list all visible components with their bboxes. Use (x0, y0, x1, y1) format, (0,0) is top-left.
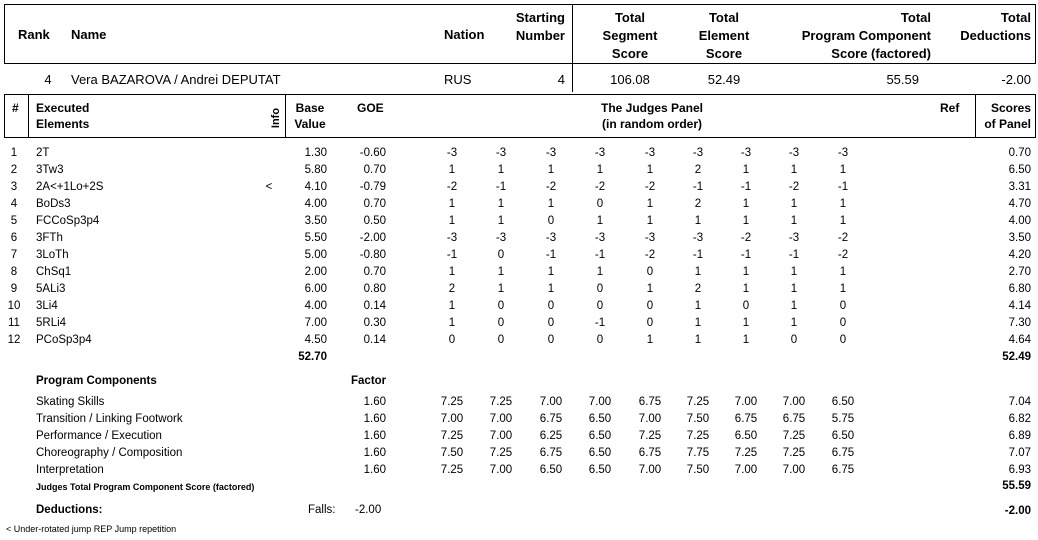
scores-of-panel-header: Scores of Panel (984, 101, 1031, 131)
element-judge-score: 1 (694, 266, 702, 278)
element-base-value: 7.00 (304, 317, 327, 329)
element-judge-score: 1 (790, 300, 798, 312)
element-number: 5 (10, 215, 18, 227)
element-panel-score: 4.14 (1008, 300, 1031, 312)
component-judge-score: 7.00 (489, 464, 513, 476)
element-panel-score: 4.70 (1008, 198, 1031, 210)
component-judge-score: 7.00 (734, 464, 758, 476)
element-judge-score: 0 (497, 300, 505, 312)
component-judge-score: 6.50 (831, 430, 855, 442)
element-number: 7 (10, 249, 18, 261)
num-header: # (12, 101, 19, 115)
element-judge-score: 0 (839, 317, 847, 329)
element-judge-score: 1 (497, 266, 505, 278)
element-judge-score: -3 (545, 147, 557, 159)
component-judge-score: 6.75 (734, 413, 758, 425)
element-judge-score: -1 (837, 181, 849, 193)
element-name: 5ALi3 (36, 283, 66, 295)
element-judge-score: 1 (694, 215, 702, 227)
element-judge-score: 1 (448, 215, 456, 227)
component-name: Choreography / Composition (36, 447, 183, 459)
element-goe: 0.70 (363, 164, 386, 176)
falls-value: -2.00 (355, 504, 382, 516)
element-judge-score: 1 (448, 317, 456, 329)
component-panel-score: 6.82 (1008, 413, 1031, 425)
component-judge-score: 5.75 (831, 413, 855, 425)
element-panel-score: 3.50 (1008, 232, 1031, 244)
element-judge-score: 1 (742, 283, 750, 295)
element-judge-score: -3 (446, 232, 458, 244)
element-judge-score: 1 (646, 198, 654, 210)
element-judge-score: 0 (596, 300, 604, 312)
element-judge-score: -1 (692, 249, 704, 261)
element-judge-score: 1 (839, 215, 847, 227)
component-judge-score: 6.50 (588, 413, 612, 425)
element-judge-score: 1 (742, 317, 750, 329)
element-goe: 0.30 (363, 317, 386, 329)
element-panel-score: 3.31 (1008, 181, 1031, 193)
element-judge-score: 1 (448, 300, 456, 312)
element-judge-score: 1 (547, 266, 555, 278)
component-factor: 1.60 (363, 447, 386, 459)
component-panel-score: 6.93 (1008, 464, 1031, 476)
element-judge-score: -3 (837, 147, 849, 159)
col-divider-num (28, 94, 29, 138)
element-judge-score: 1 (694, 317, 702, 329)
component-name: Transition / Linking Footwork (36, 413, 183, 425)
component-factor: 1.60 (363, 396, 386, 408)
component-judge-score: 6.50 (831, 396, 855, 408)
element-info: < (265, 181, 273, 193)
component-name: Skating Skills (36, 396, 105, 408)
element-judge-score: 1 (547, 164, 555, 176)
skater-name: Vera BAZAROVA / Andrei DEPUTAT (71, 72, 281, 87)
element-judge-score: -2 (740, 232, 752, 244)
component-name: Performance / Execution (36, 430, 162, 442)
element-judge-score: 1 (839, 283, 847, 295)
component-judge-score: 7.00 (539, 396, 563, 408)
component-judge-score: 6.50 (588, 430, 612, 442)
component-judge-score: 7.25 (489, 396, 513, 408)
total-pcs-header: Total Program Component Score (factored) (801, 10, 931, 61)
element-judge-score: -2 (594, 181, 606, 193)
element-judge-score: 1 (448, 164, 456, 176)
element-name: 2A<+1Lo+2S (36, 181, 104, 193)
starting-number-header: Starting Number (515, 10, 565, 43)
element-number: 1 (10, 147, 18, 159)
element-judge-score: 2 (694, 283, 702, 295)
element-judge-score: -1 (495, 181, 507, 193)
element-judge-score: 1 (497, 198, 505, 210)
element-number: 9 (10, 283, 18, 295)
component-judge-score: 7.25 (489, 447, 513, 459)
component-panel-score: 7.07 (1008, 447, 1031, 459)
component-judge-score: 6.75 (831, 447, 855, 459)
element-judge-score: -3 (594, 232, 606, 244)
element-panel-score: 4.00 (1008, 215, 1031, 227)
element-base-value: 4.00 (304, 300, 327, 312)
element-judge-score: -3 (644, 232, 656, 244)
component-factor: 1.60 (363, 413, 386, 425)
element-judge-score: 0 (497, 317, 505, 329)
element-judge-score: -1 (740, 181, 752, 193)
element-judge-score: -3 (545, 232, 557, 244)
element-judge-score: -2 (837, 249, 849, 261)
element-panel-score: 6.50 (1008, 164, 1031, 176)
elements-header-box (4, 94, 1036, 138)
total-segment-score-header: Total Segment Score (602, 10, 658, 61)
component-judge-score: 6.50 (588, 447, 612, 459)
element-judge-score: 1 (790, 266, 798, 278)
factor-header: Factor (351, 375, 387, 387)
element-name: 3Li4 (36, 300, 58, 312)
component-judge-score: 6.75 (539, 413, 563, 425)
element-judge-score: 0 (596, 283, 604, 295)
component-judge-score: 6.50 (588, 464, 612, 476)
element-number: 12 (7, 334, 21, 346)
component-factor: 1.60 (363, 430, 386, 442)
component-judge-score: 6.50 (734, 430, 758, 442)
component-panel-score: 7.04 (1008, 396, 1031, 408)
element-goe: -0.79 (359, 181, 386, 193)
program-components-header: Program Components (36, 375, 157, 387)
element-judge-score: -1 (594, 317, 606, 329)
element-panel-score: 0.70 (1008, 147, 1031, 159)
element-number: 11 (8, 317, 20, 329)
elements-score-total: 52.49 (1002, 351, 1031, 363)
base-value-total: 52.70 (298, 351, 327, 363)
goe-header: GOE (357, 101, 384, 115)
element-judge-score: 2 (694, 164, 702, 176)
skater-total-segment-score: 106.08 (610, 72, 650, 87)
element-base-value: 4.50 (304, 334, 327, 346)
component-judge-score: 7.00 (734, 396, 758, 408)
element-judge-score: 0 (646, 266, 654, 278)
skater-total-element-score: 52.49 (707, 72, 741, 87)
element-judge-score: 1 (790, 164, 798, 176)
ref-header: Ref (940, 101, 960, 115)
element-judge-score: 0 (596, 334, 604, 346)
element-judge-score: 1 (497, 215, 505, 227)
element-base-value: 5.00 (304, 249, 327, 261)
element-judge-score: -3 (644, 147, 656, 159)
nation-header: Nation (444, 27, 485, 42)
element-goe: -0.80 (359, 249, 386, 261)
skater-starting-number: 4 (557, 72, 565, 87)
element-judge-score: 1 (742, 164, 750, 176)
element-judge-score: 0 (596, 198, 604, 210)
element-panel-score: 4.20 (1008, 249, 1031, 261)
element-judge-score: 0 (547, 317, 555, 329)
element-judge-score: -1 (446, 249, 458, 261)
skater-total-pcs: 55.59 (886, 72, 919, 87)
col-divider-info (285, 94, 286, 138)
element-judge-score: 1 (596, 266, 604, 278)
element-judge-score: 1 (839, 198, 847, 210)
footnote: < Under-rotated jump REP Jump repetition (6, 524, 177, 534)
element-name: ChSq1 (36, 266, 72, 278)
element-judge-score: -1 (594, 249, 606, 261)
component-panel-score: 6.89 (1008, 430, 1031, 442)
deductions-total: -2.00 (1004, 505, 1031, 517)
element-goe: 0.14 (363, 300, 386, 312)
judges-total-pcs-value: 55.59 (1002, 480, 1031, 492)
element-judge-score: -3 (788, 232, 800, 244)
element-judge-score: 1 (742, 266, 750, 278)
element-judge-score: 0 (839, 300, 847, 312)
element-name: 3Tw3 (36, 164, 64, 176)
component-judge-score: 7.25 (782, 447, 806, 459)
element-judge-score: 0 (497, 334, 505, 346)
element-judge-score: 0 (839, 334, 847, 346)
element-judge-score: 0 (547, 334, 555, 346)
component-judge-score: 6.50 (539, 464, 563, 476)
element-judge-score: 1 (448, 198, 456, 210)
element-name: 5RLi4 (36, 317, 67, 329)
element-judge-score: 1 (547, 283, 555, 295)
element-judge-score: -1 (740, 249, 752, 261)
element-judge-score: 1 (742, 198, 750, 210)
element-judge-score: -1 (545, 249, 557, 261)
element-judge-score: 1 (742, 334, 750, 346)
element-base-value: 6.00 (304, 283, 327, 295)
element-judge-score: 0 (646, 300, 654, 312)
component-judge-score: 7.25 (440, 396, 464, 408)
executed-elements-header: Executed Elements (36, 101, 90, 131)
total-deductions-header: Total Deductions (960, 10, 1031, 43)
element-goe: 0.70 (363, 198, 386, 210)
element-base-value: 5.80 (304, 164, 327, 176)
element-judge-score: 1 (839, 164, 847, 176)
element-judge-score: -3 (692, 232, 704, 244)
falls-label: Falls: (308, 504, 336, 516)
component-judge-score: 7.25 (686, 396, 710, 408)
rank-header: Rank (18, 27, 50, 42)
element-judge-score: -1 (788, 249, 800, 261)
element-name: 3FTh (36, 232, 63, 244)
total-element-score-header: Total Element Score (698, 10, 750, 61)
element-panel-score: 7.30 (1008, 317, 1031, 329)
element-judge-score: 0 (547, 215, 555, 227)
element-name: FCCoSp3p4 (36, 215, 100, 227)
element-judge-score: 0 (646, 317, 654, 329)
component-judge-score: 7.00 (489, 413, 513, 425)
component-judge-score: 7.25 (440, 464, 464, 476)
element-judge-score: 1 (646, 215, 654, 227)
element-base-value: 4.10 (304, 181, 327, 193)
component-judge-score: 7.00 (782, 396, 806, 408)
element-judge-score: 0 (742, 300, 750, 312)
element-judge-score: 1 (547, 198, 555, 210)
component-judge-score: 7.00 (588, 396, 612, 408)
element-name: PCoSp3p4 (36, 334, 92, 346)
element-number: 8 (10, 266, 18, 278)
element-judge-score: 1 (596, 215, 604, 227)
element-judge-score: -2 (644, 181, 656, 193)
element-judge-score: 1 (497, 164, 505, 176)
element-judge-score: 1 (694, 334, 702, 346)
element-judge-score: -3 (692, 147, 704, 159)
component-judge-score: 6.75 (638, 396, 662, 408)
element-number: 10 (7, 300, 21, 312)
element-name: 3LoTh (36, 249, 69, 261)
component-judge-score: 6.75 (539, 447, 563, 459)
element-judge-score: -3 (446, 147, 458, 159)
component-judge-score: 7.00 (489, 430, 513, 442)
element-number: 6 (10, 232, 18, 244)
element-judge-score: -3 (788, 147, 800, 159)
element-base-value: 4.00 (304, 198, 327, 210)
component-judge-score: 6.75 (831, 464, 855, 476)
element-judge-score: 0 (790, 334, 798, 346)
element-judge-score: 1 (742, 215, 750, 227)
component-judge-score: 7.00 (638, 413, 662, 425)
element-goe: 0.50 (363, 215, 386, 227)
element-judge-score: 2 (448, 283, 456, 295)
element-judge-score: 1 (448, 266, 456, 278)
component-judge-score: 7.25 (734, 447, 758, 459)
component-name: Interpretation (36, 464, 104, 476)
base-value-header: Base Value (294, 101, 326, 131)
summary-divider (572, 4, 573, 92)
component-judge-score: 7.00 (638, 464, 662, 476)
element-judge-score: -1 (692, 181, 704, 193)
element-judge-score: -3 (740, 147, 752, 159)
element-panel-score: 2.70 (1008, 266, 1031, 278)
element-goe: -2.00 (359, 232, 386, 244)
component-judge-score: 7.50 (440, 447, 464, 459)
element-number: 2 (10, 164, 18, 176)
element-judge-score: -2 (837, 232, 849, 244)
deductions-label: Deductions: (36, 504, 103, 516)
element-judge-score: 1 (790, 317, 798, 329)
component-judge-score: 7.75 (686, 447, 710, 459)
element-judge-score: 1 (790, 283, 798, 295)
component-factor: 1.60 (363, 464, 386, 476)
element-goe: 0.80 (363, 283, 386, 295)
element-base-value: 2.00 (304, 266, 327, 278)
element-goe: 0.14 (363, 334, 386, 346)
component-judge-score: 7.00 (440, 413, 464, 425)
component-judge-score: 7.25 (638, 430, 662, 442)
skater-rank: 4 (44, 72, 52, 87)
element-judge-score: 1 (790, 215, 798, 227)
element-judge-score: 1 (646, 334, 654, 346)
component-judge-score: 7.25 (440, 430, 464, 442)
element-panel-score: 6.80 (1008, 283, 1031, 295)
element-number: 4 (10, 198, 18, 210)
component-judge-score: 7.25 (686, 430, 710, 442)
element-panel-score: 4.64 (1008, 334, 1031, 346)
element-base-value: 1.30 (304, 147, 327, 159)
element-number: 3 (10, 181, 18, 193)
judges-panel-header: The Judges Panel (in random order) (600, 101, 704, 131)
element-name: 2T (36, 147, 50, 159)
element-judge-score: 0 (497, 249, 505, 261)
element-judge-score: 1 (497, 283, 505, 295)
element-judge-score: 1 (596, 164, 604, 176)
element-judge-score: 1 (694, 300, 702, 312)
info-header: Info (270, 107, 282, 129)
element-goe: 0.70 (363, 266, 386, 278)
component-judge-score: 7.50 (686, 464, 710, 476)
element-judge-score: -2 (545, 181, 557, 193)
element-base-value: 3.50 (304, 215, 327, 227)
element-base-value: 5.50 (304, 232, 327, 244)
element-judge-score: -3 (594, 147, 606, 159)
element-goe: -0.60 (359, 147, 386, 159)
element-judge-score: 1 (646, 164, 654, 176)
element-judge-score: -2 (446, 181, 458, 193)
element-judge-score: 1 (839, 266, 847, 278)
element-judge-score: 2 (694, 198, 702, 210)
component-judge-score: 6.75 (782, 413, 806, 425)
name-header: Name (71, 27, 107, 42)
component-judge-score: 7.00 (782, 464, 806, 476)
element-judge-score: 0 (547, 300, 555, 312)
component-judge-score: 7.50 (686, 413, 710, 425)
skater-nation: RUS (444, 72, 472, 87)
component-judge-score: 7.25 (782, 430, 806, 442)
element-judge-score: -2 (788, 181, 800, 193)
element-judge-score: -2 (644, 249, 656, 261)
element-judge-score: 0 (448, 334, 456, 346)
element-judge-score: 1 (646, 283, 654, 295)
component-judge-score: 6.25 (539, 430, 563, 442)
element-judge-score: -3 (495, 232, 507, 244)
element-name: BoDs3 (36, 198, 71, 210)
element-judge-score: -3 (495, 147, 507, 159)
skater-total-deductions: -2.00 (1001, 72, 1031, 87)
component-judge-score: 6.75 (638, 447, 662, 459)
judges-total-pcs-label: Judges Total Program Component Score (factored) (36, 482, 255, 492)
element-judge-score: 1 (790, 198, 798, 210)
